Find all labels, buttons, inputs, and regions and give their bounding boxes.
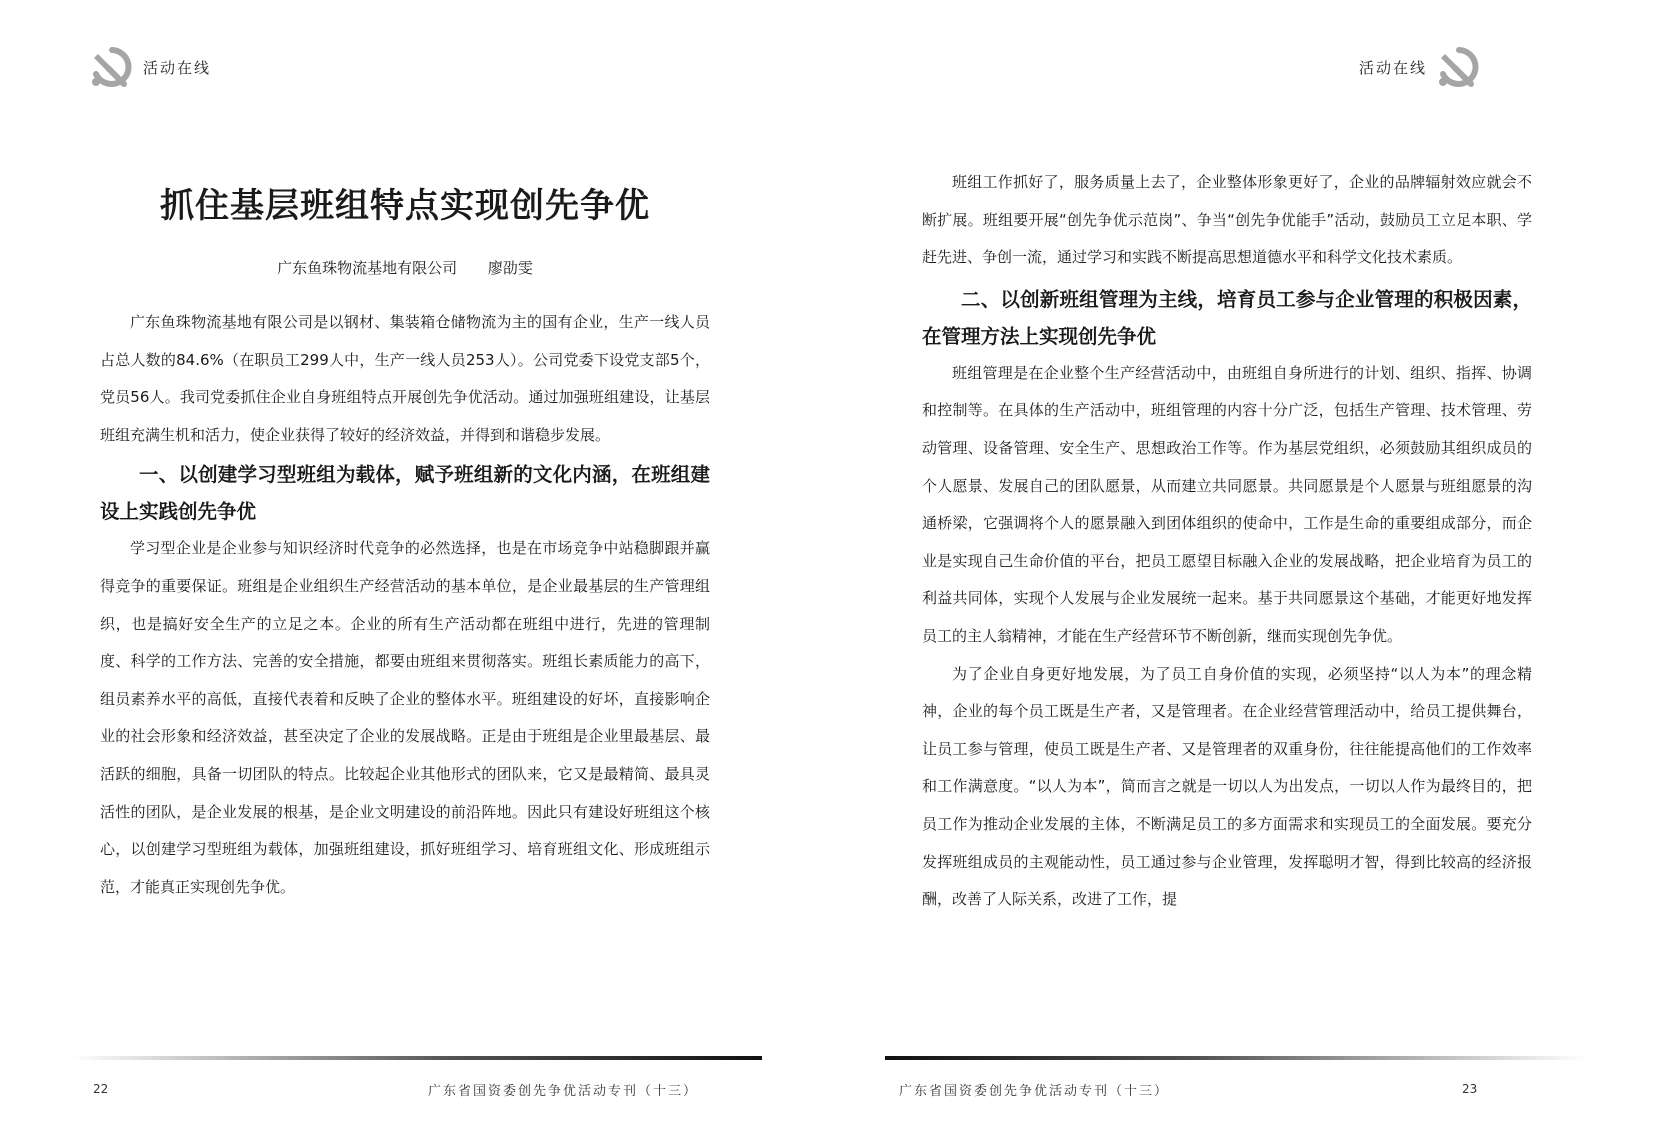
- right-page: [827, 0, 1654, 1130]
- body-paragraph: 为了企业自身更好地发展，为了员工自身价值的实现，必须坚持“以人为本”的理念精神，企业的每个员工既是生产者，又是管理者。在企业经营管理活动中，给员工提供舞台，让员工参与管理，使员工既是生产者、又是管理者的双重身份，往往能提高他们的工作效率和工作满意度。“以人为本”，简而言之就是一切以人为出发点，一切以人作为最终目的，把员工作为推动企业发展的主体，不断满足员工的多方面需求和实现员工的全面发展。要充分发挥班组成员的主观能动性，员工通过参与企业管理，发挥聪明才智，得到比较高的经济报酬，改善了人际关系，改进了工作，提: [922, 664, 1532, 909]
- intro-paragraph: 广东鱼珠物流基地有限公司是以钢材、集装箱仓储物流为主的国有企业，生产一线人员占总人数的84.6%（在职员工299人中，生产一线人员253人）。公司党委下设党支部5个，党员56人。我司党委抓住企业自身班组特点开展创先争优活动。通过加强班组建设，让基层班组充满生机和活力，使企业获得了较好的经济效益，并得到和谐稳步发展。: [100, 313, 710, 444]
- byline: [100, 257, 710, 278]
- footer-rule: [72, 1056, 762, 1060]
- byline-author: 廖劭雯: [487, 259, 533, 277]
- section-label: 活动在线: [143, 59, 212, 77]
- byline-organization: 广东鱼珠物流基地有限公司: [277, 259, 458, 277]
- hammer-sickle-icon: [1437, 46, 1481, 90]
- body-paragraph: 学习型企业是企业参与知识经济时代竞争的必然选择，也是在市场竞争中站稳脚跟并赢得竞争的重要保证。班组是企业组织生产经营活动的基本单位，是企业最基层的生产管理组织，也是搞好安全生产的立足之本。企业的所有生产活动都在班组中进行，先进的管理制度、科学的工作方法、完善的安全措施，都要由班组来贯彻落实。班组长素质能力的高下，组员素养水平的高低，直接代表着和反映了企业的整体水平。班组建设的好坏，直接影响企业的社会形象和经济效益，甚至决定了企业的发展战略。正是由于班组是企业里最基层、最活跃的细胞，具备一切团队的特点。比较起企业其他形式的团队来，它又是最精简、最具灵活性的团队，是企业发展的根基，是企业文明建设的前沿阵地。因此只有建设好班组这个核心，以创建学习型班组为载体，加强班组建设，抓好班组学习、培育班组文化、形成班组示范，才能真正实现创先争优。: [100, 539, 710, 896]
- section-heading-2: 二、以创新班组管理为主线，培育员工参与企业管理的积极因素，在管理方法上实现创先争优: [922, 287, 1532, 348]
- body-paragraph: 班组管理是在企业整个生产经营活动中，由班组自身所进行的计划、组织、指挥、协调和控制等。在具体的生产活动中，班组管理的内容十分广泛，包括生产管理、技术管理、劳动管理、设备管理、安全生产、思想政治工作等。作为基层党组织，必须鼓励其组织成员的个人愿景、发展自己的团队愿景，从而建立共同愿景。共同愿景是个人愿景与班组愿景的沟通桥梁，它强调将个人的愿景融入到团体组织的使命中，工作是生命的重要组成部分，而企业是实现自己生命价值的平台，把员工愿望目标融入企业的发展战略，把企业培育为员工的利益共同体，实现个人发展与企业发展统一起来。基于共同愿景这个基础，才能更好地发挥员工的主人翁精神，才能在生产经营环节不断创新，继而实现创先争优。: [922, 363, 1532, 645]
- body-paragraph: 班组工作抓好了，服务质量上去了，企业整体形象更好了，企业的品牌辐射效应就会不断扩展。班组要开展“创先争优示范岗”、争当“创先争优能手”活动，鼓励员工立足本职、学赶先进、争创一流，通过学习和实践不断提高思想道德水平和科学文化技术素质。: [922, 173, 1532, 267]
- section-heading-1: 一、以创建学习型班组为载体，赋予班组新的文化内涵，在班组建设上实践创先争优: [100, 463, 710, 524]
- article-title: 抓住基层班组特点实现创先争优: [160, 186, 650, 226]
- right-body: [922, 164, 1532, 919]
- publication-title: 广东省国资委创先争优活动专刊（十三）: [428, 1084, 699, 1099]
- section-label: 活动在线: [1359, 59, 1428, 77]
- page-number: 23: [1462, 1082, 1478, 1096]
- page-number: 22: [93, 1082, 109, 1096]
- footer-rule: [885, 1056, 1585, 1060]
- publication-title: 广东省国资委创先争优活动专刊（十三）: [899, 1084, 1170, 1099]
- hammer-sickle-icon: [90, 46, 134, 90]
- left-body: [100, 304, 710, 906]
